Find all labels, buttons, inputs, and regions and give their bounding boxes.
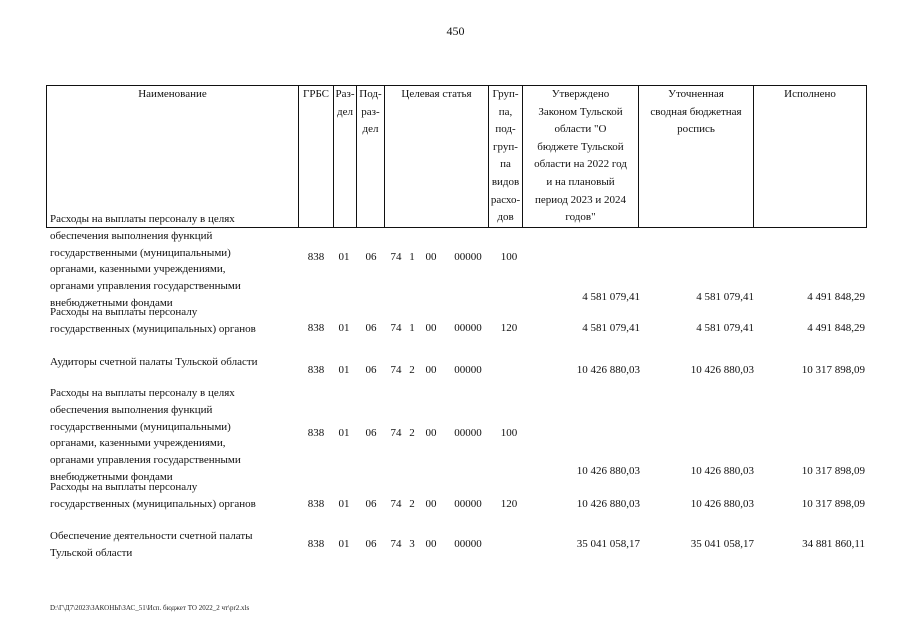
row-grbs: 838 (307, 364, 325, 376)
row-target-4: 00000 (454, 251, 482, 263)
row-clarified: 10 426 880,03 (690, 465, 754, 477)
row-target-4: 00000 (454, 538, 482, 550)
row-podrazdel: 06 (365, 322, 377, 334)
row-target-2: 3 (409, 538, 415, 550)
row-executed: 4 491 848,29 (807, 291, 865, 303)
row-grbs: 838 (307, 322, 325, 334)
row-group: 120 (500, 322, 518, 334)
header-group: Груп- па, под- груп- па видов расхо- дов (489, 86, 523, 228)
row-target-4: 00000 (454, 498, 482, 510)
row-clarified: 4 581 079,41 (696, 291, 754, 303)
row-podrazdel: 06 (365, 538, 377, 550)
row-approved: 4 581 079,41 (582, 322, 640, 334)
row-target-3: 00 (425, 322, 437, 334)
row-executed: 10 317 898,09 (801, 498, 865, 510)
row-name: Обеспечение деятельности счетной палаты Тульской области (50, 530, 253, 559)
row-target-1: 74 (390, 251, 402, 263)
row-group: 120 (500, 498, 518, 510)
header-razdel: Раз- дел (334, 86, 357, 228)
table-header (46, 85, 867, 228)
row-grbs: 838 (307, 498, 325, 510)
row-razdel: 01 (338, 364, 350, 376)
row-clarified: 10 426 880,03 (690, 498, 754, 510)
row-executed: 10 317 898,09 (801, 465, 865, 477)
row-razdel: 01 (338, 322, 350, 334)
row-target-4: 00000 (454, 364, 482, 376)
row-podrazdel: 06 (365, 498, 377, 510)
row-target-1: 74 (390, 538, 402, 550)
row-approved: 10 426 880,03 (576, 498, 640, 510)
row-name: Аудиторы счетной палаты Тульской области (50, 356, 258, 368)
row-target-1: 74 (390, 364, 402, 376)
row-group: 100 (500, 251, 518, 263)
row-podrazdel: 06 (365, 427, 377, 439)
row-podrazdel: 06 (365, 364, 377, 376)
row-clarified: 10 426 880,03 (690, 364, 754, 376)
row-approved: 35 041 058,17 (576, 538, 640, 550)
row-razdel: 01 (338, 538, 350, 550)
row-clarified: 4 581 079,41 (696, 322, 754, 334)
header-executed: Исполнено (754, 86, 867, 228)
row-approved: 10 426 880,03 (576, 465, 640, 477)
row-target-2: 1 (409, 322, 415, 334)
row-target-2: 2 (409, 498, 415, 510)
file-path-footer: D:\Г\Д7\2023\ЗАКОНЫ\ЗАС_51\Исп. бюджет ТО 2022_2 чт\pr2.xls (50, 604, 250, 612)
row-grbs: 838 (307, 251, 325, 263)
row-target-3: 00 (425, 364, 437, 376)
header-target: Целевая статья (385, 86, 489, 228)
row-name: Расходы на выплаты персоналу государственных (муниципальных) органов (50, 306, 256, 335)
row-target-3: 00 (425, 498, 437, 510)
row-grbs: 838 (307, 427, 325, 439)
row-razdel: 01 (338, 427, 350, 439)
row-target-3: 00 (425, 427, 437, 439)
row-razdel: 01 (338, 498, 350, 510)
row-executed: 10 317 898,09 (801, 364, 865, 376)
row-razdel: 01 (338, 251, 350, 263)
row-target-1: 74 (390, 498, 402, 510)
header-grbs: ГРБС (299, 86, 334, 228)
row-target-2: 2 (409, 364, 415, 376)
row-target-1: 74 (390, 427, 402, 439)
page-number: 450 (446, 24, 465, 38)
row-target-4: 00000 (454, 322, 482, 334)
row-podrazdel: 06 (365, 251, 377, 263)
header-approved: Утверждено Законом Тульской области "О бюджете Тульской области на 2022 год и на плановый период 2023 и 2024 годов" (523, 86, 639, 228)
row-target-1: 74 (390, 322, 402, 334)
row-approved: 10 426 880,03 (576, 364, 640, 376)
row-name: Расходы на выплаты персоналу в целях обеспечения выполнения функций государственными (муниципальными) органами, казенными учреждениями, органами управления государственными внебюджетными фондами (50, 213, 241, 309)
header-podrazdel: Под- раз- дел (357, 86, 385, 228)
row-executed: 34 881 860,11 (802, 538, 865, 550)
row-target-3: 00 (425, 538, 437, 550)
row-target-2: 2 (409, 427, 415, 439)
row-target-3: 00 (425, 251, 437, 263)
row-name: Расходы на выплаты персоналу государственных (муниципальных) органов (50, 481, 256, 510)
row-grbs: 838 (307, 538, 325, 550)
header-name: Наименование (47, 86, 299, 228)
row-target-4: 00000 (454, 427, 482, 439)
row-clarified: 35 041 058,17 (690, 538, 754, 550)
header-clarified: Уточненная сводная бюджетная роспись (639, 86, 754, 228)
row-group: 100 (500, 427, 518, 439)
row-approved: 4 581 079,41 (582, 291, 640, 303)
row-target-2: 1 (409, 251, 415, 263)
row-executed: 4 491 848,29 (807, 322, 865, 334)
row-name: Расходы на выплаты персоналу в целях обеспечения выполнения функций государственными (муниципальными) органами, казенными учреждениями, органами управления государственными внебюджетными фондами (50, 387, 241, 483)
